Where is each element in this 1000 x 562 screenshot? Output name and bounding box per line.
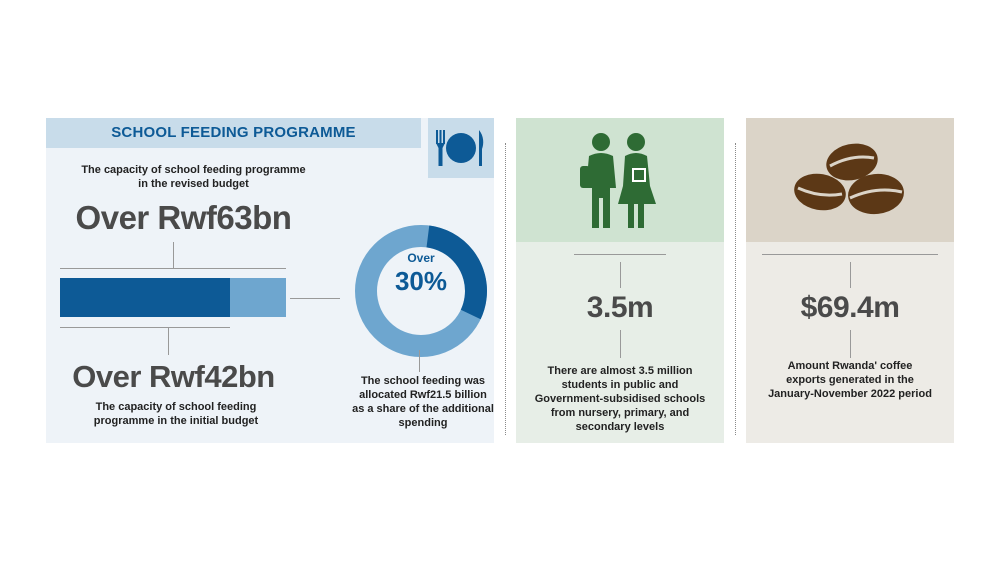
divider-2 [735,143,737,435]
students-caption: There are almost 3.5 million students in public and Government-subsidised schools from nursery, primary, and secondary levels [534,365,706,433]
coffee-rule [762,254,938,255]
initial-budget-value: Over Rwf42bn [72,359,275,394]
donut-over-label: Over [407,251,435,265]
revised-budget-caption: The capacity of school feeding programme in the revised budget [81,164,306,190]
school-feeding-title: SCHOOL FEEDING PROGRAMME [111,124,356,141]
students-header [516,118,724,242]
revised-connector [173,242,174,268]
donut-caption: The school feeding was allocated Rwf21.5 billion as a share of the additional spending [352,375,494,429]
coffee-header [746,118,954,242]
students-icon [576,130,666,230]
students-value: 3.5m [586,291,654,324]
bar-to-donut-line [290,298,340,299]
students-connector-top [620,262,621,288]
revised-budget-value: Over Rwf63bn [75,199,292,236]
students-connector-bottom [620,330,621,358]
revised-bracket [60,268,286,269]
divider-1 [505,143,507,435]
students-panel [516,118,724,443]
initial-budget-caption: The capacity of school feeding programme in the initial budget [93,401,259,427]
coffee-panel [746,118,954,443]
coffee-connector-top [850,262,851,288]
coffee-value: $69.4m [800,291,900,324]
coffee-caption: Amount Rwanda' coffee exports generated in the January-November 2022 period [768,360,932,400]
coffee-connector-bottom [850,330,851,358]
donut-connector [419,350,420,372]
initial-bracket [60,327,230,328]
initial-connector [168,327,169,355]
plate-fork-knife-icon [428,118,494,178]
school-feeding-panel [46,118,494,443]
budget-bar-initial [60,278,230,317]
donut-percent-label: 30% [394,266,448,296]
coffee-beans-icon [790,136,910,228]
students-rule [574,254,666,255]
meal-icon-box [428,118,494,178]
